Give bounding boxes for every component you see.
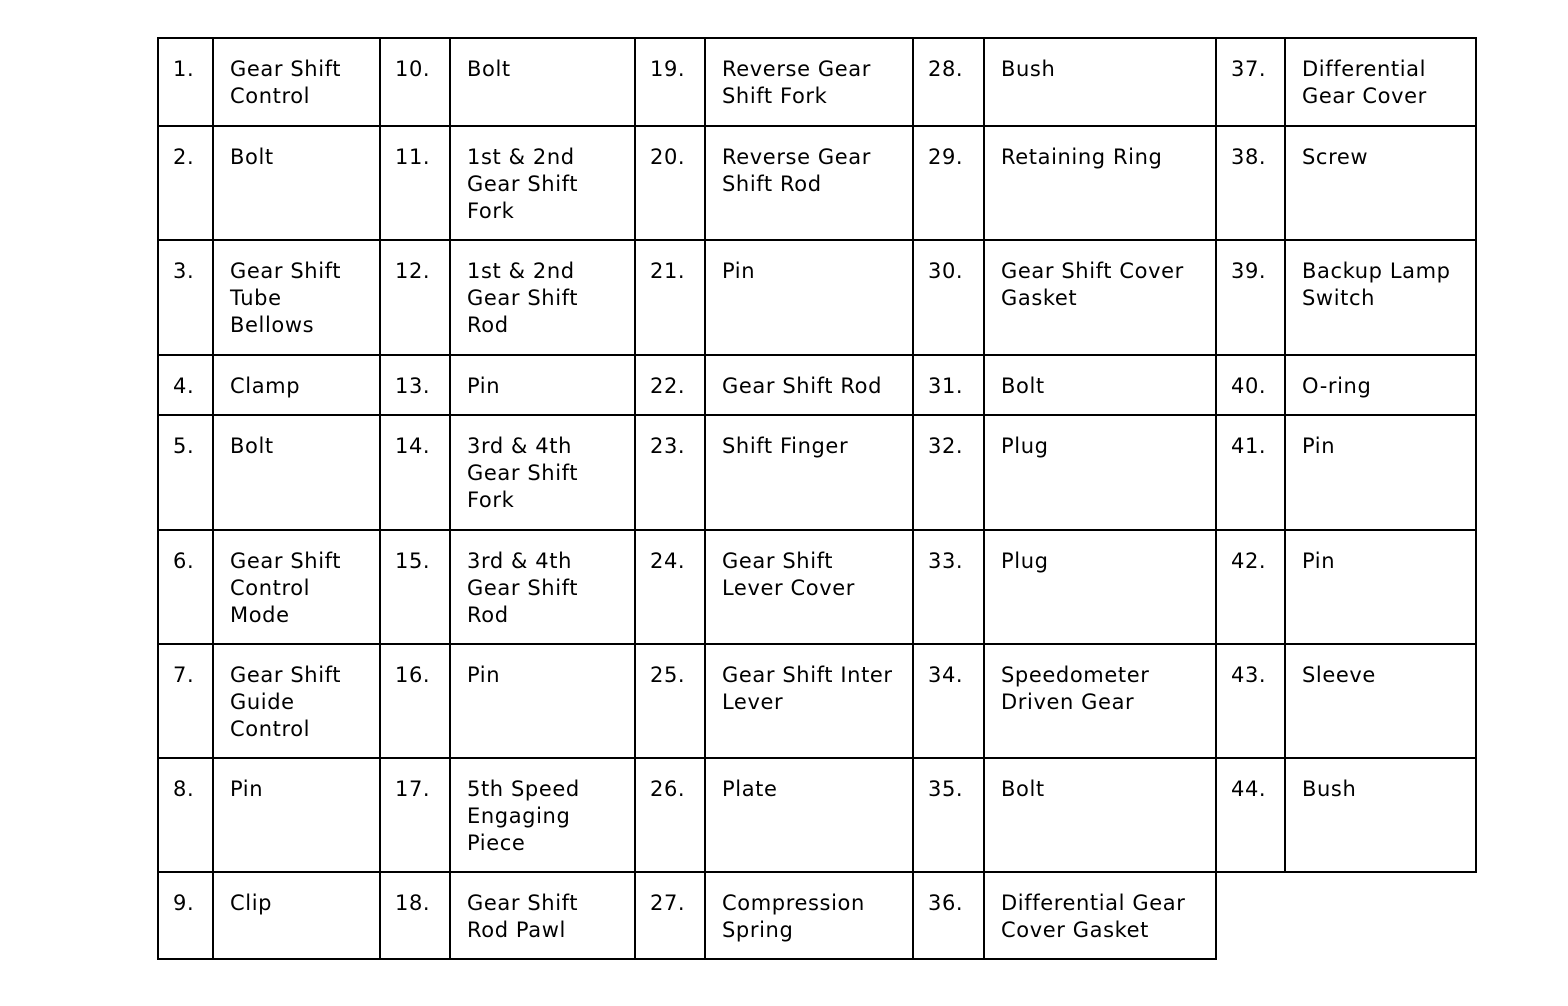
part-number: 39. xyxy=(1215,239,1286,356)
part-number: 10. xyxy=(379,37,451,127)
part-number: 14. xyxy=(379,414,451,531)
part-description: Gear Shift Rod xyxy=(704,354,914,416)
part-description: 5th Speed Engaging Piece xyxy=(449,757,636,873)
part-description: Reverse Gear Shift Rod xyxy=(704,125,914,241)
part-description: Gear Shift Control Mode xyxy=(212,529,381,645)
part-number: 35. xyxy=(912,757,985,873)
part-description: Gear Shift Guide Control xyxy=(212,643,381,759)
part-description: Speedometer Driven Gear xyxy=(983,643,1217,759)
part-description: Plug xyxy=(983,529,1217,645)
part-description: 3rd & 4th Gear Shift Rod xyxy=(449,529,636,645)
part-number: 13. xyxy=(379,354,451,416)
part-description: Gear Shift Lever Cover xyxy=(704,529,914,645)
part-description: Reverse Gear Shift Fork xyxy=(704,37,914,127)
part-description: Pin xyxy=(449,354,636,416)
part-description: Plate xyxy=(704,757,914,873)
part-number: 23. xyxy=(634,414,706,531)
part-number: 40. xyxy=(1215,354,1286,416)
part-number: 25. xyxy=(634,643,706,759)
part-number: 22. xyxy=(634,354,706,416)
part-description: Bolt xyxy=(983,354,1217,416)
part-description: Bush xyxy=(983,37,1217,127)
part-description: Screw xyxy=(1284,125,1477,241)
part-number: 4. xyxy=(157,354,214,416)
part-description: Differential Gear Cover xyxy=(1284,37,1477,127)
part-number: 32. xyxy=(912,414,985,531)
part-number: 3. xyxy=(157,239,214,356)
part-description: 1st & 2nd Gear Shift Fork xyxy=(449,125,636,241)
part-description: 1st & 2nd Gear Shift Rod xyxy=(449,239,636,356)
part-number: 18. xyxy=(379,871,451,960)
part-number: 43. xyxy=(1215,643,1286,759)
part-description: Differential Gear Cover Gasket xyxy=(983,871,1217,960)
part-number: 1. xyxy=(157,37,214,127)
part-number: 15. xyxy=(379,529,451,645)
part-number: 2. xyxy=(157,125,214,241)
part-description: Bolt xyxy=(212,125,381,241)
part-number: 38. xyxy=(1215,125,1286,241)
part-number: 6. xyxy=(157,529,214,645)
part-number: 36. xyxy=(912,871,985,960)
part-number: 41. xyxy=(1215,414,1286,531)
part-description: Pin xyxy=(1284,414,1477,531)
part-description: Clip xyxy=(212,871,381,960)
part-number: 16. xyxy=(379,643,451,759)
part-number: 29. xyxy=(912,125,985,241)
part-description: Pin xyxy=(449,643,636,759)
part-description: Backup Lamp Switch xyxy=(1284,239,1477,356)
part-number: 20. xyxy=(634,125,706,241)
part-number: 44. xyxy=(1215,757,1286,873)
part-description: Gear Shift Inter Lever xyxy=(704,643,914,759)
part-number: 19. xyxy=(634,37,706,127)
part-number: 8. xyxy=(157,757,214,873)
part-number: 37. xyxy=(1215,37,1286,127)
part-description: O-ring xyxy=(1284,354,1477,416)
part-description: Pin xyxy=(212,757,381,873)
part-number: 28. xyxy=(912,37,985,127)
part-description: Gear Shift Rod Pawl xyxy=(449,871,636,960)
part-number: 30. xyxy=(912,239,985,356)
part-number: 34. xyxy=(912,643,985,759)
part-description: Shift Finger xyxy=(704,414,914,531)
part-number: 5. xyxy=(157,414,214,531)
part-number: 11. xyxy=(379,125,451,241)
part-number: 12. xyxy=(379,239,451,356)
part-number: 24. xyxy=(634,529,706,645)
part-number: 31. xyxy=(912,354,985,416)
part-number: 7. xyxy=(157,643,214,759)
part-description: Pin xyxy=(1284,529,1477,645)
part-number: 42. xyxy=(1215,529,1286,645)
part-description: Bolt xyxy=(983,757,1217,873)
part-number: 17. xyxy=(379,757,451,873)
part-description: Retaining Ring xyxy=(983,125,1217,241)
part-description: Compression Spring xyxy=(704,871,914,960)
part-number: 9. xyxy=(157,871,214,960)
part-description: Gear Shift Tube Bellows xyxy=(212,239,381,356)
part-description: Bolt xyxy=(449,37,636,127)
part-description: Sleeve xyxy=(1284,643,1477,759)
part-number: 27. xyxy=(634,871,706,960)
part-description: Plug xyxy=(983,414,1217,531)
part-description: Bolt xyxy=(212,414,381,531)
part-description: 3rd & 4th Gear Shift Fork xyxy=(449,414,636,531)
part-description: Clamp xyxy=(212,354,381,416)
part-description: Gear Shift Cover Gasket xyxy=(983,239,1217,356)
part-number: 21. xyxy=(634,239,706,356)
part-description: Gear Shift Control xyxy=(212,37,381,127)
part-number: 33. xyxy=(912,529,985,645)
part-description: Bush xyxy=(1284,757,1477,873)
part-number: 26. xyxy=(634,757,706,873)
part-description: Pin xyxy=(704,239,914,356)
parts-list-table xyxy=(157,37,1475,958)
